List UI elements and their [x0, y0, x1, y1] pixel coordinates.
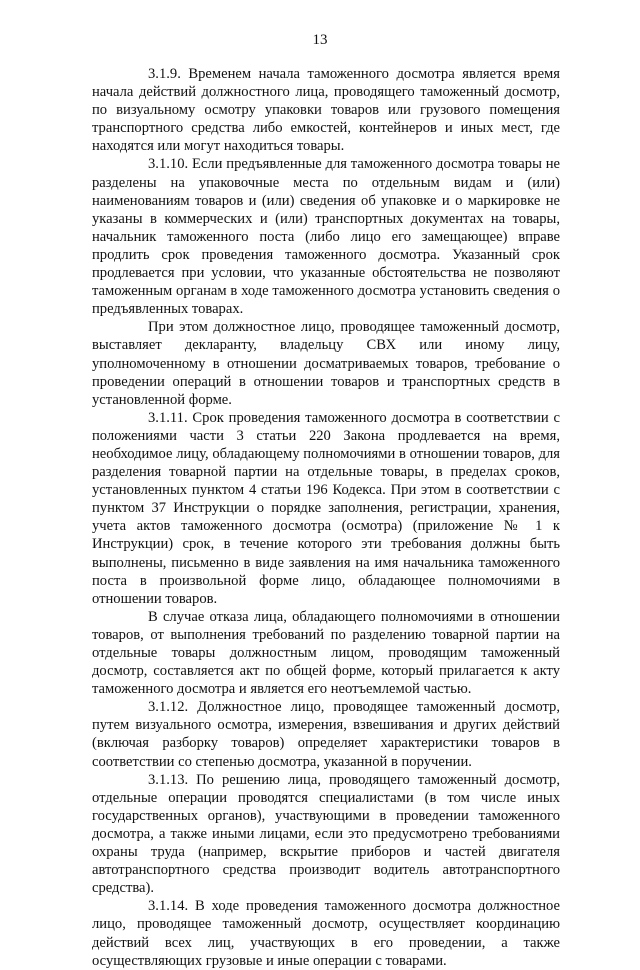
page-number: 13 — [312, 32, 328, 48]
paragraph-3-1-10-continuation: При этом должностное лицо, проводящее таможенный досмотр, выставляет декларанту, владельцу СВХ или иному лицу, уполномоченному в отношении досматриваемых товаров, требование о проведении операций в отношении товаров и транспортных средств в установленной форме. — [92, 319, 560, 408]
paragraph-3-1-9: 3.1.9. Временем начала таможенного досмотра является время начала действий должностного лица, проводящего таможенный досмотр, по визуальному осмотру упаковки товаров или грузового помещения транспортного средства либо емкостей, контейнеров и иных мест, где находятся или могут находиться товары. — [92, 66, 560, 155]
paragraph-3-1-14: 3.1.14. В ходе проведения таможенного досмотра должностное лицо, проводящее таможенный досмотр, осуществляет координацию действий всех лиц, участвующих в его проведении, а также осуществляющих грузовые и иные операции с товарами. — [92, 898, 560, 969]
paragraph-3-1-11: 3.1.11. Срок проведения таможенного досмотра в соответствии с положениями части 3 статьи 220 Закона продлевается на время, необходимое лицу, обладающему полномочиями в отношении товаров, для разделения товарной партии на отдельные товары, в пределах сроков, установленных пунктом 4 статьи 196 Кодекса. При этом в соответствии с пунктом 37 Инструкции о порядке заполнения, регистрации, хранения, учета актов таможенного досмотра (осмотра) (приложение № 1 к Инструкции) срок, в течение которого эти требования должны быть выполнены, письменно в виде заявления на имя начальника таможенного поста в произвольной форме лицо, обладающее полномочиями в отношении товаров. — [92, 409, 560, 607]
paragraph-3-1-11-refusal: В случае отказа лица, обладающего полномочиями в отношении товаров, от выполнения требований по разделению товарной партии на отдельные товары должностным лицом, проводящим таможенный досмотр, составляется акт по общей форме, который прилагается к акту таможенного досмотра и является его неотъемлемой частью. — [92, 608, 560, 698]
paragraph-3-1-10: 3.1.10. Если предъявленные для таможенного досмотра товары не разделены на упаковочные места по отдельным видам и (или) наименованиям товаров и (или) сведения об упаковке и о маркировке не указаны в коммерческих и (или) транспортных документах на товары, начальник таможенного поста (либо лицо его замещающее) вправе продлить срок проведения таможенного досмотра. Указанный срок продлевается при условии, что указанные обстоятельства не позволяют таможенным органам в ходе таможенного досмотра установить сведения о предъявленных товарах. — [92, 156, 560, 318]
paragraph-3-1-13: 3.1.13. По решению лица, проводящего таможенный досмотр, отдельные операции проводятся специалистами (в том числе иных государственных органов), участвующими в проведении таможенного досмотра, а также иными лицами, если это предусмотрено требованиями охраны труда (например, вскрытие приборов и частей двигателя автотранспортного средства производит водитель автотранспортного средства). — [92, 771, 560, 897]
paragraph-3-1-12: 3.1.12. Должностное лицо, проводящее таможенный досмотр, путем визуального осмотра, измерения, взвешивания и других действий (включая разборку товаров) определяет характеристики товаров в соответствии со степенью досмотра, указанной в поручении. — [92, 699, 560, 770]
document-body — [92, 65, 560, 970]
